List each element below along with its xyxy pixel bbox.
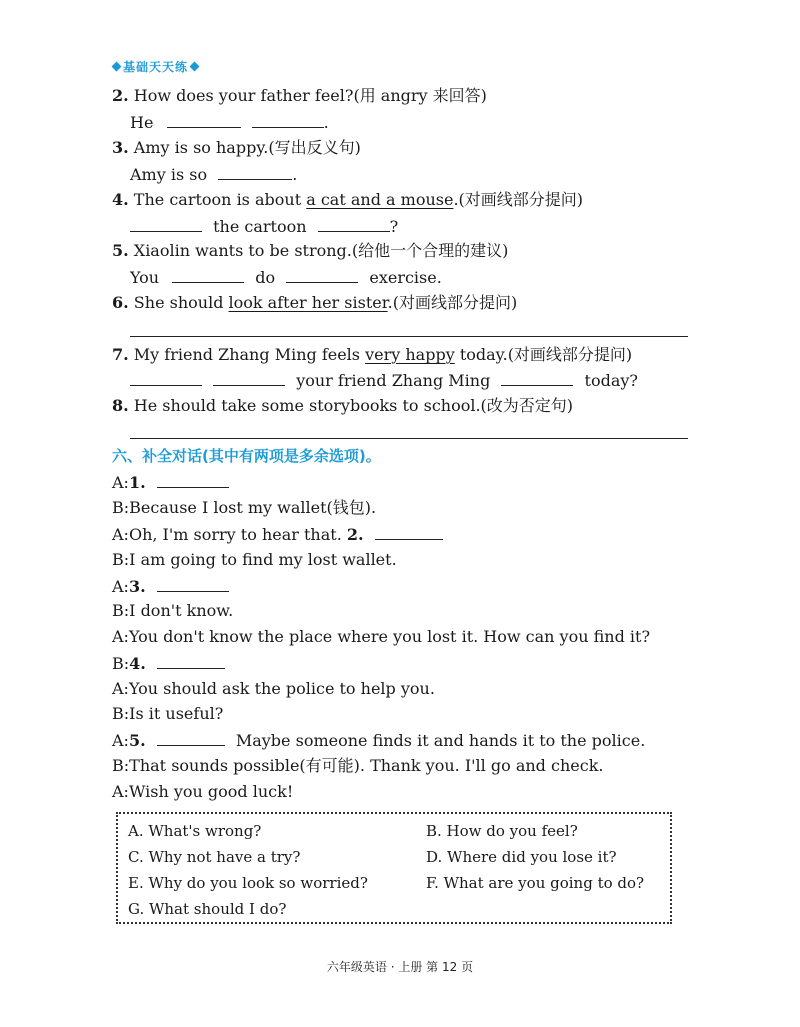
dialogue-line-5: A:3. [112, 576, 229, 597]
dialogue-blank[interactable] [157, 730, 225, 746]
answer-blank[interactable] [130, 370, 202, 386]
answer-line-8[interactable] [130, 438, 688, 439]
answer-7: your friend Zhang Ming today? [130, 370, 638, 391]
diamond-icon [190, 62, 200, 72]
answer-5: You do exercise. [130, 268, 442, 287]
answer-blank[interactable] [167, 112, 241, 128]
section-title: 六、补全对话(其中有两项是多余选项)。 [112, 447, 381, 465]
dialogue-line-12: B:That sounds possible(有可能). Thank you. I'll go and check. [112, 756, 604, 775]
option-c: C. Why not have a try? [128, 848, 301, 866]
answer-2: He . [130, 113, 329, 132]
dialogue-blank[interactable] [157, 472, 229, 488]
dialogue-blank[interactable] [375, 524, 443, 540]
dialogue-blank[interactable] [157, 576, 229, 592]
answer-blank[interactable] [213, 370, 285, 386]
answer-blank[interactable] [252, 112, 324, 128]
dialogue-line-6: B:I don't know. [112, 601, 234, 620]
answer-blank[interactable] [286, 267, 358, 283]
section-header-tag: 基础天天练 [110, 58, 201, 75]
question-4: 4. The cartoon is about a cat and a mouse.(对画线部分提问) [112, 190, 584, 209]
answer-blank[interactable] [218, 164, 292, 180]
answer-line-6[interactable] [130, 336, 688, 337]
answer-3: Amy is so . [130, 165, 298, 184]
dialogue-line-4: B:I am going to find my lost wallet. [112, 550, 397, 569]
question-2: 2. How does your father feel?(用 angry 来回答) [112, 86, 487, 105]
dialogue-blank[interactable] [157, 653, 225, 669]
option-g: G. What should I do? [128, 900, 287, 918]
option-e: E. Why do you look so worried? [128, 874, 368, 892]
question-7: 7. My friend Zhang Ming feels very happy today.(对画线部分提问) [112, 345, 633, 364]
question-3: 3. Amy is so happy.(写出反义句) [112, 138, 361, 157]
dialogue-line-9: A:You should ask the police to help you. [112, 679, 435, 698]
dialogue-line-7: A:You don't know the place where you lost it. How can you find it? [112, 627, 651, 646]
option-b: B. How do you feel? [426, 822, 578, 840]
dialogue-line-8: B:4. [112, 653, 225, 674]
dialogue-line-3: A:Oh, I'm sorry to hear that. 2. [112, 524, 443, 545]
dialogue-line-11: A:5. Maybe someone finds it and hands it to the police. [112, 731, 646, 750]
answer-4: the cartoon ? [130, 216, 398, 237]
answer-blank[interactable] [172, 267, 244, 283]
diamond-icon [112, 62, 122, 72]
option-d: D. Where did you lose it? [426, 848, 617, 866]
options-box [116, 812, 672, 924]
option-a: A. What's wrong? [128, 822, 262, 840]
page-footer: 六年级英语 · 上册 第 12 页 [326, 960, 474, 974]
answer-blank[interactable] [501, 370, 573, 386]
dialogue-line-1: A:1. [112, 472, 229, 493]
answer-blank[interactable] [130, 216, 202, 232]
dialogue-line-13: A:Wish you good luck! [112, 782, 294, 801]
dialogue-line-10: B:Is it useful? [112, 704, 224, 723]
question-6: 6. She should look after her sister.(对画线部分提问) [112, 293, 518, 312]
dialogue-line-2: B:Because I lost my wallet(钱包). [112, 498, 377, 517]
option-f: F. What are you going to do? [426, 874, 645, 892]
question-8: 8. He should take some storybooks to school.(改为否定句) [112, 396, 574, 415]
question-5: 5. Xiaolin wants to be strong.(给他一个合理的建议) [112, 241, 509, 260]
answer-blank[interactable] [318, 216, 390, 232]
